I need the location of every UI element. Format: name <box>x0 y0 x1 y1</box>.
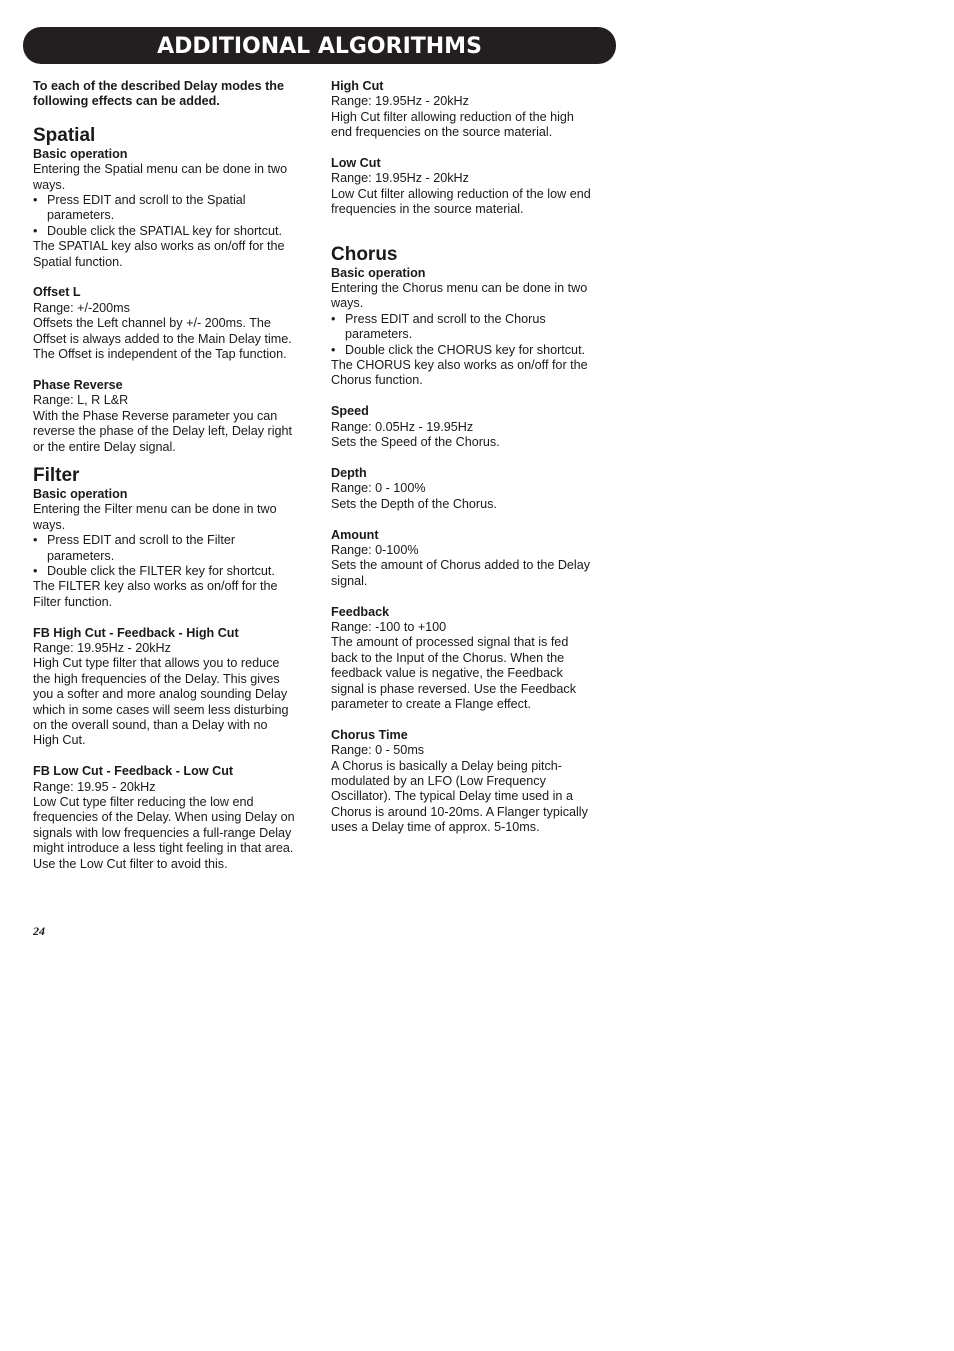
spatial-basic-label: Basic operation <box>33 146 128 161</box>
bullet-item: • Press EDIT and scroll to the Filter <box>33 533 236 548</box>
body-line: Offsets the Left channel by +/- 200ms. The <box>33 316 271 331</box>
chorus-time-label: Chorus Time <box>331 727 408 742</box>
chorus-heading: Chorus <box>331 243 398 265</box>
body-line: reverse the phase of the Delay left, Delay right <box>33 424 293 439</box>
body-line: Low Cut filter allowing reduction of the low end <box>331 186 591 201</box>
fb-low-cut-label: FB Low Cut - Feedback - Low Cut <box>33 764 234 779</box>
bullet-text: Press EDIT and scroll to the Spatial <box>47 193 246 208</box>
body-line: High Cut filter allowing reduction of the high <box>331 109 574 124</box>
body-line: Entering the Filter menu can be done in two <box>33 502 277 517</box>
bullet-text: Double click the CHORUS key for shortcut. <box>345 342 586 357</box>
feedback-label: Feedback <box>331 604 390 619</box>
body-line: Range: 19.95Hz - 20kHz <box>331 94 469 109</box>
body-line: Sets the Speed of the Chorus. <box>331 435 500 450</box>
body-line: Range: 19.95Hz - 20kHz <box>33 640 171 655</box>
body-line: Entering the Chorus menu can be done in two <box>331 281 588 296</box>
title-banner <box>23 27 616 64</box>
body-line: feedback value is negative, the Feedback <box>331 666 563 681</box>
low-cut-label: Low Cut <box>331 156 381 171</box>
bullet-continuation: parameters. <box>345 327 413 342</box>
body-line: you a softer and more analog sounding Delay <box>33 687 288 702</box>
spatial-heading: Spatial <box>33 124 96 146</box>
body-line: Range: 0 - 100% <box>331 481 426 496</box>
body-line: Range: -100 to +100 <box>331 619 447 634</box>
body-line: signal is phase reversed. Use the Feedback <box>331 681 577 696</box>
body-line: Spatial function. <box>33 254 123 269</box>
body-line: or the entire Delay signal. <box>33 439 176 454</box>
amount-label: Amount <box>331 527 379 542</box>
body-line: Sets the amount of Chorus added to the Delay <box>331 558 591 573</box>
body-line: Range: 19.95Hz - 20kHz <box>331 171 469 186</box>
body-line: uses a Delay time of approx. 5-10ms. <box>331 820 540 835</box>
body-line: With the Phase Reverse parameter you can <box>33 408 278 423</box>
page-title: ADDITIONAL ALGORITHMS <box>157 34 482 59</box>
body-line: on the overall sound, than a Delay with no <box>33 717 268 732</box>
body-line: Range: +/-200ms <box>33 300 130 315</box>
body-line: ways. <box>331 296 364 311</box>
body-line: The FILTER key also works as on/off for the <box>33 579 278 594</box>
left-column <box>33 79 305 872</box>
bullet-text: Press EDIT and scroll to the Chorus <box>345 311 546 326</box>
body-line: signals with low frequencies a full-range Delay <box>33 825 292 840</box>
body-line: The Offset is independent of the Tap function. <box>33 347 287 362</box>
body-line: The amount of processed signal that is fed <box>331 635 569 650</box>
body-line: Range: 0-100% <box>331 542 419 557</box>
body-line: High Cut. <box>33 733 86 748</box>
bullet-text: Double click the FILTER key for shortcut. <box>47 563 275 578</box>
body-line: might introduce a less tight feeling in that area. <box>33 841 294 856</box>
body-line: Oscillator). The typical Delay time used in a <box>331 789 573 804</box>
body-line: Range: 0.05Hz - 19.95Hz <box>331 419 474 434</box>
filter-basic-label: Basic operation <box>33 486 128 501</box>
body-line: Offset is always added to the Main Delay time. <box>33 331 292 346</box>
phase-reverse-label: Phase Reverse <box>33 377 123 392</box>
body-line: High Cut type filter that allows you to reduce <box>33 656 280 671</box>
bullet-item: • Double click the SPATIAL key for shortcut. <box>33 223 282 238</box>
body-line: Chorus is around 10-20ms. A Flanger typically <box>331 804 588 819</box>
bullet-item: • Double click the CHORUS key for shortcut. <box>331 342 586 357</box>
body-line: ways. <box>33 177 66 192</box>
speed-label: Speed <box>331 404 369 419</box>
depth-label: Depth <box>331 465 367 480</box>
body-line: Entering the Spatial menu can be done in two <box>33 162 288 177</box>
bullet-text: Double click the SPATIAL key for shortcut. <box>47 223 282 238</box>
body-line: Chorus function. <box>331 373 423 388</box>
body-line: Sets the Depth of the Chorus. <box>331 496 497 511</box>
body-line: ways. <box>33 517 66 532</box>
bullet-item: • Press EDIT and scroll to the Chorus <box>331 311 546 326</box>
body-line: frequencies of the Delay. When using Delay on <box>33 810 295 825</box>
body-line: Low Cut type filter reducing the low end <box>33 795 254 809</box>
body-line: modulated by an LFO (Low Frequency <box>331 773 546 788</box>
body-line: A Chorus is basically a Delay being pitch- <box>331 758 562 773</box>
fb-high-cut-label: FB High Cut - Feedback - High Cut <box>33 625 239 640</box>
body-line: frequencies in the source material. <box>331 202 524 217</box>
body-line: end frequencies on the source material. <box>331 125 553 140</box>
body-line: The SPATIAL key also works as on/off for the <box>33 239 285 254</box>
offset-label: Offset L <box>33 285 81 300</box>
bullet-continuation: parameters. <box>47 548 115 563</box>
body-line: The CHORUS key also works as on/off for the <box>331 358 588 373</box>
body-line: which in some cases will seem less disturbing <box>33 702 289 717</box>
page-number: 24 <box>33 924 45 938</box>
right-column <box>331 79 603 836</box>
body-line: Range: 0 - 50ms <box>331 743 425 758</box>
intro-line: following effects can be added. <box>33 94 220 109</box>
intro-line: To each of the described Delay modes the <box>33 79 285 93</box>
bullet-continuation: parameters. <box>47 208 115 223</box>
body-line: signal. <box>331 573 368 588</box>
body-line: Range: L, R L&R <box>33 393 129 408</box>
bullet-item: • Press EDIT and scroll to the Spatial <box>33 193 246 208</box>
high-cut-label: High Cut <box>331 79 384 93</box>
body-line: parameter to create a Flange effect. <box>331 696 531 711</box>
body-line: back to the Input of the Chorus. When the <box>331 650 565 665</box>
filter-heading: Filter <box>33 464 80 486</box>
body-line: the high frequencies of the Delay. This gives <box>33 671 280 686</box>
body-line: Filter function. <box>33 594 113 609</box>
chorus-basic-label: Basic operation <box>331 265 426 280</box>
bullet-text: Press EDIT and scroll to the Filter <box>47 533 236 548</box>
body-line: Use the Low Cut filter to avoid this. <box>33 856 228 871</box>
bullet-item: • Double click the FILTER key for shortcut. <box>33 563 275 578</box>
body-line: Range: 19.95 - 20kHz <box>33 779 156 794</box>
